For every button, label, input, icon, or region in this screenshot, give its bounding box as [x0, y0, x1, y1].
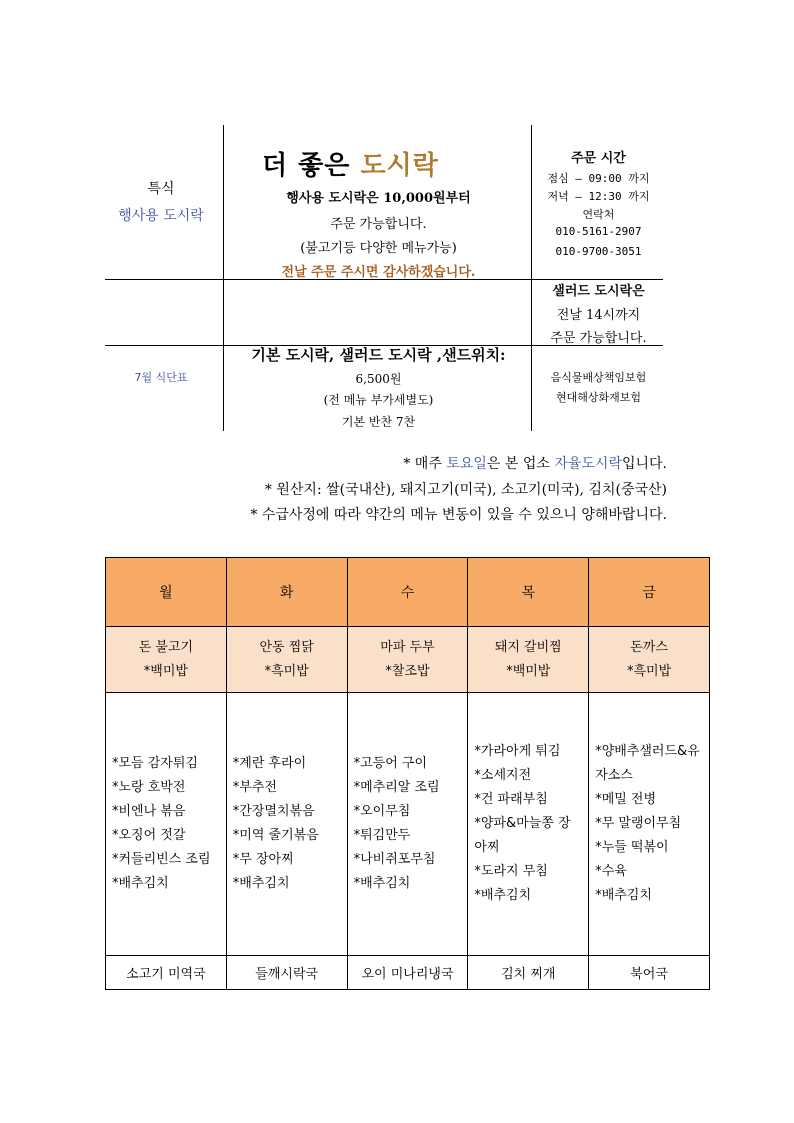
side-item: *배추김치 [232, 876, 290, 891]
note-saturday-c: 은 본 업소 [486, 456, 555, 472]
side-item: *고등어 구이 [353, 756, 428, 771]
side-item: *무 장아찌 [232, 852, 294, 867]
sides-fri [589, 693, 710, 956]
side-item: *가라아게 튀김 [474, 744, 561, 759]
basic-price: 6,500원 [355, 372, 402, 386]
brand-title [262, 145, 439, 182]
note-saturday-a: * 매주 [403, 456, 447, 472]
side-item: *오이무침 [353, 804, 411, 819]
side-item: *간장멸치볶음 [232, 804, 315, 819]
side-item: *누들 떡볶이 [595, 840, 669, 855]
side-dish-row [106, 693, 710, 956]
special-label: 특식 [147, 181, 175, 197]
soup-tue: 들깨시락국 [226, 956, 347, 990]
day-header-row [106, 558, 710, 627]
event-line-2: 주문 가능합니다. [330, 217, 427, 232]
insurance-line-1: 음식물배상책임보험 [550, 371, 647, 384]
note-origin: * 원산지: 쌀(국내산), 돼지고기(미국), 소고기(미국), 김치(중국산) [264, 482, 667, 498]
event-line-4: 전날 주문 주시면 감사하겠습니다. [281, 265, 476, 280]
side-item: *메추리알 조림 [353, 780, 440, 795]
main-dish-row [106, 627, 710, 693]
brand-prefix: 더 좋은 [262, 151, 361, 181]
sides-tue [226, 693, 347, 956]
main-rice: *흑미밥 [627, 663, 672, 679]
main-wed [347, 627, 468, 693]
day-wed: 수 [347, 558, 468, 627]
order-lunch: 점심 – 09:00 까지 [547, 172, 650, 185]
side-item: *미역 줄기볶음 [232, 828, 319, 843]
day-thu: 목 [468, 558, 589, 627]
side-item: *노랑 호박전 [112, 780, 186, 795]
side-item: *오징어 젓갈 [112, 828, 186, 843]
phone-1: 010-5161-2907 [555, 225, 642, 238]
note-saturday-e: 입니다. [621, 456, 667, 472]
main-dish: 돼지 갈비찜 [494, 639, 562, 655]
side-item: *계란 후라이 [232, 756, 307, 771]
sides-wed [347, 693, 468, 956]
order-time-title: 주문 시간 [571, 151, 626, 166]
event-lunchbox-label: 행사용 도시락 [118, 208, 204, 224]
basic-vat: (전 메뉴 부가세별도) [323, 393, 434, 407]
main-dish: 돈 불고기 [138, 639, 194, 655]
soup-mon: 소고기 미역국 [106, 956, 227, 990]
main-fri [589, 627, 710, 693]
basic-menu-heading: 기본 도시락, 샐러드 도시락 ,샌드위치: [251, 346, 506, 364]
day-tue: 화 [226, 558, 347, 627]
soup-row [106, 956, 710, 990]
day-fri: 금 [589, 558, 710, 627]
main-rice: *흑미밥 [264, 663, 309, 679]
salad-line-3: 주문 가능합니다. [550, 331, 647, 346]
brand-accent: 도시락 [360, 151, 439, 181]
side-item: *소세지전 [474, 768, 532, 783]
event-line-3: (불고기등 다양한 메뉴가능) [300, 241, 457, 256]
side-item: *배추김치 [474, 888, 532, 903]
side-item: *양배추샐러드&유자소스 [595, 744, 700, 783]
main-thu [468, 627, 589, 693]
weekly-menu-table [105, 557, 710, 990]
main-mon [106, 627, 227, 693]
order-dinner: 저녁 – 12:30 까지 [547, 190, 650, 203]
soup-fri: 북어국 [589, 956, 710, 990]
side-item: *메밀 전병 [595, 792, 657, 807]
month-menu-label: 7월 식단표 [134, 371, 188, 384]
side-item: *커들리빈스 조림 [112, 852, 211, 867]
side-item: *양파&마늘쫑 장아찌 [474, 816, 571, 855]
side-item: *배추김치 [353, 876, 411, 891]
note-saturday-day: 토요일 [446, 456, 487, 472]
sides-mon [106, 693, 227, 956]
main-rice: *찰조밥 [385, 663, 430, 679]
side-item: *수육 [595, 864, 627, 879]
soup-thu: 김치 찌개 [468, 956, 589, 990]
side-item: *배추김치 [112, 876, 169, 891]
note-saturday-free: 자율도시락 [554, 456, 622, 472]
note-saturday [403, 453, 667, 473]
sides-thu [468, 693, 589, 956]
main-dish: 안동 찜닭 [259, 639, 314, 655]
contact-label: 연락처 [582, 208, 615, 221]
main-rice: *백미밥 [506, 663, 551, 679]
main-rice: *백미밥 [143, 663, 188, 679]
phone-2: 010-9700-3051 [555, 245, 642, 258]
main-dish: 돈까스 [630, 639, 668, 655]
basic-sides: 기본 반찬 7찬 [341, 415, 416, 429]
side-item: *튀김만두 [353, 828, 411, 843]
main-tue [226, 627, 347, 693]
day-mon: 월 [106, 558, 227, 627]
soup-wed: 오이 미나리냉국 [347, 956, 468, 990]
salad-line-1: 샐러드 도시락은 [552, 284, 645, 299]
main-dish: 마파 두부 [380, 639, 435, 655]
header-divider-left [223, 125, 224, 431]
salad-line-2: 전날 14시까지 [556, 308, 641, 323]
note-change: * 수급사정에 따라 약간의 메뉴 변동이 있을 수 있으니 양해바랍니다. [250, 507, 667, 523]
side-item: *부추전 [232, 780, 277, 795]
side-item: *배추김치 [595, 888, 652, 903]
side-item: *비엔나 볶음 [112, 804, 186, 819]
event-line-1: 행사용 도시락은 10,000원부터 [286, 191, 471, 206]
insurance-line-2: 현대해상화재보험 [555, 391, 641, 404]
side-item: *모듬 감자튀김 [112, 756, 198, 771]
side-item: *건 파래부침 [474, 792, 548, 807]
side-item: *나비쥐포무침 [353, 852, 436, 867]
side-item: *무 말랭이무침 [595, 816, 682, 831]
side-item: *도라지 무침 [474, 864, 548, 879]
